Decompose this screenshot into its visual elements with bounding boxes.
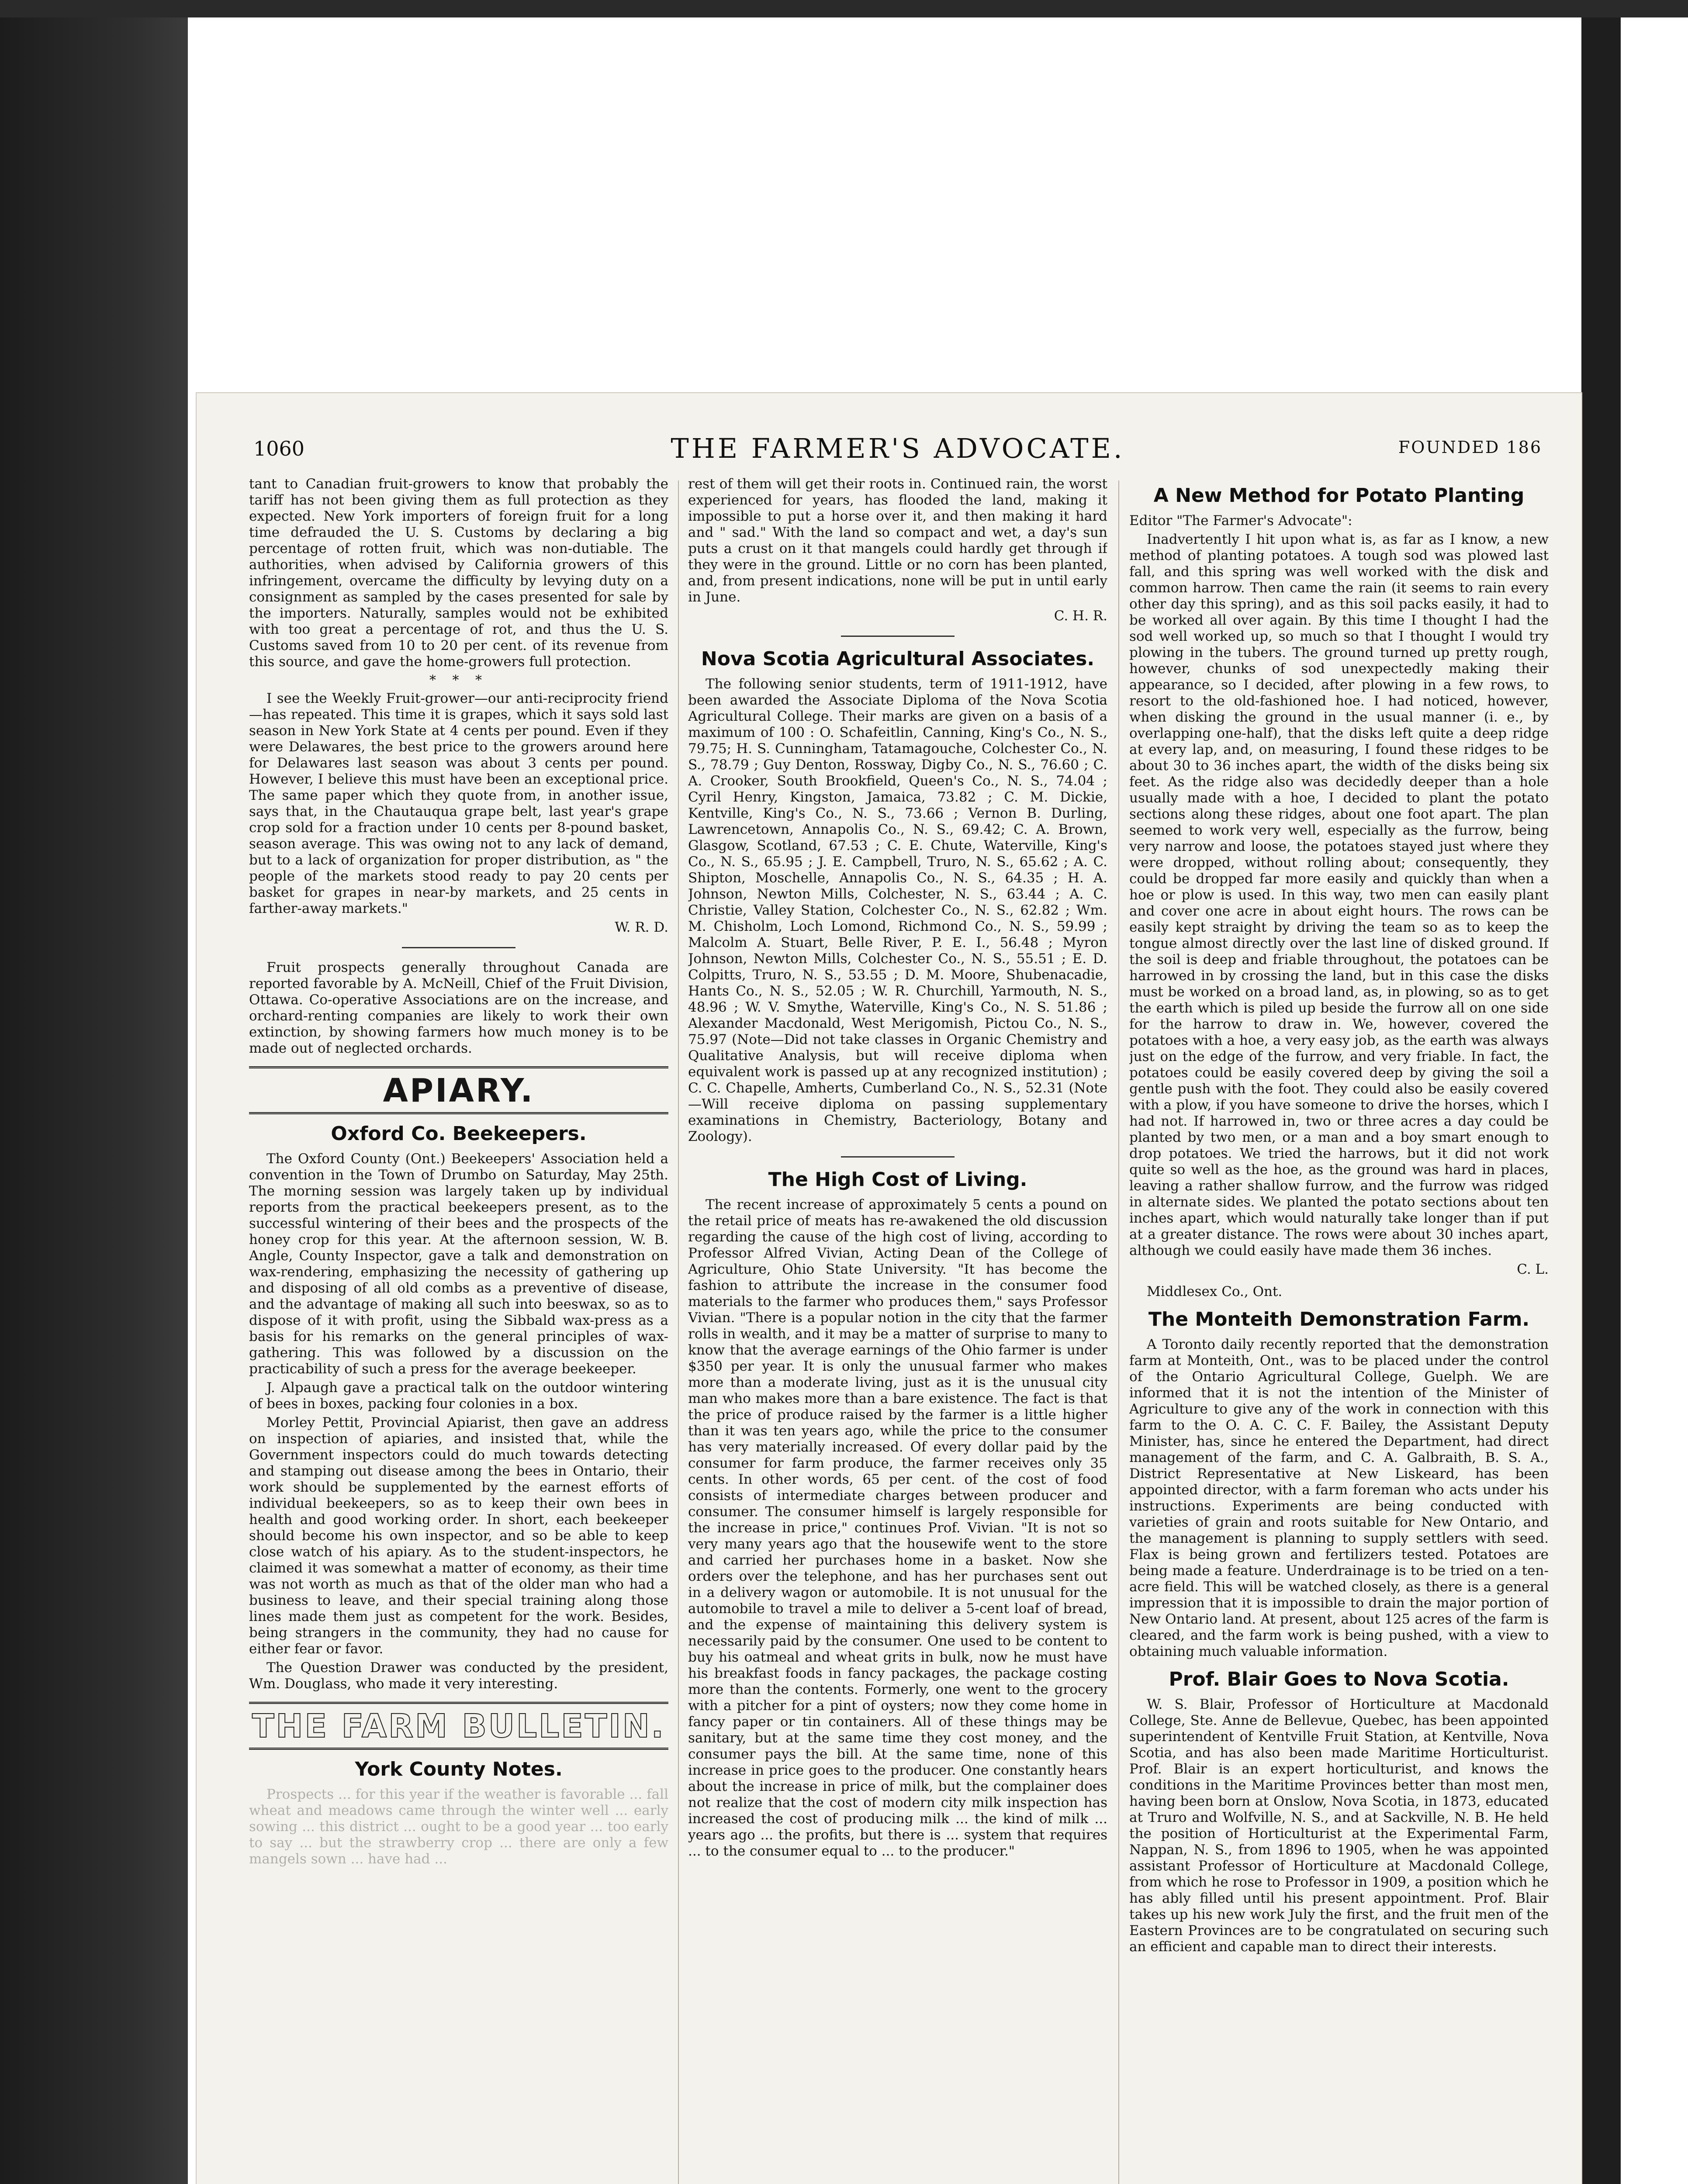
- section-title: THE FARM BULLETIN.: [252, 1707, 665, 1745]
- scan-border-top: [0, 0, 1688, 17]
- article-paragraph: A Toronto daily recently reported that the demonstration farm at Monteith, Ont., was to be placed under the control of the Ontario Agricultural College, Guelph. We are informed that it is not the intention of the Minister of Agriculture to give any of the work in connection with this farm to the O. A. C. C. F. Bailey, the Assistant Deputy Minister, has, since he entered the Department, had direct management of the farm, and C. A. Galbraith, B. S. A., District Representative at New Liskeard, has been appointed director, with a farm foreman who acts under his instructions. Experiments are being conducted with varieties of grain and roots suitable for New Ontario, and the management is planning to supply settlers with seed. Flax is being grown and fertilizers tested. Potatoes are being made a feature. Underdrainage is to be tried on a ten-acre field. This will be watched closely, as there is a general impression that it is impossible to drain the major portion of New Ontario land. At present, about 125 acres of the farm is cleared, and the farm work is being pushed, with a view to obtaining much valuable information.: [1129, 1337, 1549, 1659]
- column-right: [1129, 476, 1549, 2184]
- article-headline: The High Cost of Living.: [768, 1168, 1027, 1191]
- section-banner-farm-bulletin: [249, 1702, 668, 1750]
- article-headline: A New Method for Potato Planting: [1153, 484, 1525, 507]
- section-separator: * * *: [429, 673, 488, 688]
- article-paragraph: The recent increase of approximately 5 cents a pound on the retail price of meats has re-awakened the old discussion regarding the cause of the high cost of living, according to Professor Alfred Vivian, Acting Dean of the College of Agriculture, Ohio State University. "It has become the fashion to attribute the increase in the consumer food materials to the farmer who produces them," says Professor Vivian. "There is a popular notion in the city that the farmer rolls in wealth, and it may be a matter of surprise to many to know that the average earnings of the Ohio farmer is under $350 per year. It is only the unusual farmer who makes more than a moderate living, just as it is the unusual city man who makes more than a bare existence. The fact is that the price of produce raised by the farmer is a little higher than it was ten years ago, while the price to the consumer has very materially increased. Of every dollar paid by the consumer for farm produce, the farmer receives only 35 cents. In other words, 65 per cent. of the cost of food consists of intermediate charges between producer and consumer. The consumer himself is largely responsible for the increase in price," continues Prof. Vivian. "It is not so very many years ago that the housewife went to the store and carried her purchases home in a basket. Now she orders over the telephone, and has her purchases sent out in a delivery wagon or automobile. It is not unusual for the automobile to travel a mile to deliver a 5-cent loaf of bread, and the expense of maintaining this delivery system is necessarily paid by the consumer. One used to be content to buy his oatmeal and wheat grits in bulk, now he must have his breakfast foods in fancy packages, the package costing more than the contents. Formerly, one went to the grocery with a pitcher for a pint of oysters; now they come home in fancy paper or tin containers. All of these things may be sanitary, but at the same time they cost money, and the consumer pays the bill. At the same time, none of this increase in price goes to the producer. One constantly hears about the increase in price of milk, but the complainer does not realize that the cost of modern city milk inspection has increased the cost of producing milk ... the kind of milk ... years ago ... the profits, but there is ... system that requires ... to the consumer equal to ... to the producer.": [688, 1197, 1107, 1859]
- article-headline: Prof. Blair Goes to Nova Scotia.: [1169, 1668, 1509, 1690]
- column-divider: [678, 480, 679, 2184]
- article-paragraph: J. Alpaugh gave a practical talk on the outdoor wintering of bees in boxes, packing four colonies in a box.: [249, 1380, 668, 1412]
- editor-salutation: Editor "The Farmer's Advocate":: [1129, 513, 1352, 529]
- column-middle: [688, 476, 1107, 2184]
- article-paragraph-faded: Prospects ... for this year if the weather is favorable ... fall wheat and meadows came through the winter well ... early sowing ... this district ... ought to be a good year ... too early to say ... but the strawberry crop ... there are only a few mangels sown ... have had ...: [249, 1787, 668, 1867]
- article-paragraph: tant to Canadian fruit-growers to know that probably the tariff has not been giving them as full protection as they expected. New York importers of foreign fruit for a long time defrauded the U. S. Customs by declaring a big percentage of rotten fruit, which was non-dutiable. The authorities, when advised by California growers of this infringement, overcame the difficulty by levying duty on a consignment as sampled by the cases presented for sale by the importers. Naturally, samples would not be exhibited with too great a percentage of rot, and thus the U. S. Customs saved from 10 to 20 per cent. of its revenue from this source, and gave the home-growers full protection.: [249, 476, 668, 670]
- section-banner-apiary: [249, 1066, 668, 1114]
- article-headline: Oxford Co. Beekeepers.: [331, 1123, 587, 1145]
- article-paragraph: The Oxford County (Ont.) Beekeepers' Association held a convention in the Town of Drumbo on Saturday, May 25th. The morning session was largely taken up by individual reports from the practical beekeepers present, as to the successful wintering of their bees and the prospects of the honey crop for this year. At the afternoon session, W. B. Angle, County Inspector, gave a talk and demonstration on wax-rendering, emphasizing the necessity of gathering up and disposing of all old combs as a preventive of disease, and the advantage of making all such into beeswax, so as to dispose of it with profit, using the Sibbald wax-press as a basis for his remarks on the general principles of wax-gathering. This was followed by a discussion on the practicability of such a press for the average beekeeper.: [249, 1151, 668, 1377]
- author-initials: W. R. D.: [615, 919, 668, 935]
- article-paragraph: I see the Weekly Fruit-grower—our anti-reciprocity friend—has repeated. This time it is grapes, which it says sold last season in New York State at 4 cents per pound. Even if they were Delawares, the best price to the growers around here for Delawares last season was about 3 cents per pound. However, I believe this must have been an exceptional price. The same paper which they quote from, in another issue, says that, in the Chautauqua grape belt, last year's grape crop sold for a fraction under 10 cents per 8-pound basket, season average. This was owing not to any lack of demand, but to a lack of organization for proper distribution, as " the people of the markets stood ready to pay 20 cents per basket for grapes in near-by markets, and 25 cents in farther-away markets.": [249, 691, 668, 916]
- page-number: 1060: [253, 437, 305, 460]
- article-paragraph: rest of them will get their roots in. Continued rain, the worst experienced for years, has flooded the land, making it impossible to put a horse over it, and then making it hard and " sad." With the land so compact and wet, a day's sun puts a crust on it that mangels could hardly get through if they were in the ground. Little or no corn has been planted, and, from present indications, none will be put in until early in June.: [688, 476, 1107, 605]
- page-header: [253, 428, 1542, 467]
- article-headline: The Monteith Demonstration Farm.: [1148, 1308, 1530, 1330]
- author-initials: C. L.: [1517, 1261, 1549, 1277]
- divider: [841, 1156, 955, 1158]
- article-paragraph: W. S. Blair, Professor of Horticulture at Macdonald College, Ste. Anne de Bellevue, Quebec, has been appointed superintendent of Kentville Fruit Station, at Kentville, Nova Scotia, and has also been made Maritime Horticulturist. Prof. Blair is an expert horticulturist, and knows the conditions in the Maritime Provinces better than most men, having been born at Onslow, Nova Scotia, in 1873, educated at Truro and Wolfville, N. S., and at Sackville, N. B. He held the position of Horticulturist at the Experimental Farm, Nappan, N. S., from 1896 to 1905, when he was appointed assistant Professor of Horticulture at Macdonald College, from which he rose to Professor in 1909, a position which he has ably filled until his present appointment. Prof. Blair takes up his new work July the first, and the fruit men of the Eastern Provinces are to be congratulated on securing such an efficient and capable man to direct their interests.: [1129, 1697, 1549, 1955]
- article-paragraph: Morley Pettit, Provincial Apiarist, then gave an address on inspection of apiaries, and insisted that, while the Government inspectors could do much towards detecting and stamping out disease among the bees in Ontario, their work should be supplemented by the earnest efforts of individual beekeepers, so as to keep their own bees in health and good working order. In short, each beekeeper should become his own inspector, and so be able to keep close watch of his apiary. As to the student-inspectors, he claimed it was somewhat a matter of economy, as their time was not worth as much as that of the older man who had a business to leave, and their special training along those lines made them just as competent for the work. Besides, being strangers in the community, they had no cause for either fear or favor.: [249, 1415, 668, 1657]
- article-headline: York County Notes.: [355, 1758, 563, 1780]
- article-paragraph: Inadvertently I hit upon what is, as far as I know, a new method of planting potatoes. A tough sod was plowed last fall, and this spring was well worked with the disk and common harrow. Then came the rain (it seems to rain every other day this spring), and as this soil packs easily, it had to be worked all over again. By this time I thought I had the sod well worked up, so much so that I thought I would try plowing in the tubers. The ground turned up pretty rough, however, chunks of sod unexpectedly making their appearance, so I decided, after plowing in a few rows, to resort to the old-fashioned hoe. I had noticed, however, when disking the ground in the usual manner (i. e., by overlapping one-half), that the disks left quite a deep ridge at every lap, and, on measuring, I found these ridges to be about 30 to 36 inches apart, the width of the disks being six feet. As the ridge also was decidedly deeper than a hole usually made with a hoe, I decided to plant the potato sections along these ridges, about one foot apart. The plan seemed to work very well, especially as the furrow, being very narrow and loose, the potatoes stayed just where they were dropped, without rolling about; consequently, they could be dropped far more easily and quickly than when a hoe or plow is used. In this way, two men can easily plant and cover one acre in about eight hours. The rows can be easily kept straight by driving the team so as to keep the tongue almost directly over the last line of disked ground. If the soil is deep and friable throughout, the potatoes can be harrowed in by crossing the land, but in this case the disks must be worked on a broad land, as, in plowing, so as to get the earth which is piled up beside the furrow all on one side for the harrow to draw in. We, however, covered the potatoes with a hoe, a very easy job, as the earth was always just on the edge of the furrow, and very friable. In fact, the potatoes could be easily covered deep by giving the soil a gentle push with the foot. They could also be easily covered with a plow, if you have someone to drive the horses, which I had not. If harrowed in, two or three acres a day could be planted by two men, or a man and a boy smart enough to drop potatoes. We tried the harrows, but it did not work quite so well as the hoe, as the ground was hard in places, leaving a rather shallow furrow, and the furrow was ridged in alternate sides. We planted the potato sections about ten inches apart, which would naturally take longer than if put at a greater distance. The rows were about 30 inches apart, although we could easily have made them 36 inches.: [1129, 532, 1549, 1258]
- section-title: APIARY.: [383, 1072, 535, 1109]
- divider: [841, 636, 955, 637]
- newspaper-page: [197, 393, 1581, 2184]
- author-initials: C. H. R.: [1054, 608, 1107, 624]
- article-paragraph: Fruit prospects generally throughout Canada are reported favorable by A. McNeill, Chief of the Fruit Division, Ottawa. Co-operative Associations are on the increase, and orchard-renting companies are likely to work their own extinction, by showing farmers how much money is to be made out of neglected orchards.: [249, 960, 668, 1056]
- article-paragraph: The Question Drawer was conducted by the president, Wm. Douglass, who made it very interesting.: [249, 1660, 668, 1692]
- divider: [402, 947, 515, 948]
- column-divider: [1118, 480, 1119, 2184]
- scan-gutter: [1581, 17, 1621, 2184]
- masthead: THE FARMER'S ADVOCATE.: [671, 432, 1125, 464]
- scan-border-left: [0, 17, 188, 2184]
- founded-label: FOUNDED 186: [1398, 438, 1542, 457]
- article-headline: Nova Scotia Agricultural Associates.: [701, 648, 1095, 670]
- article-paragraph: The following senior students, term of 1911-1912, have been awarded the Associate Diploma of the Nova Scotia Agricultural College. Their marks are given on a basis of a maximum of 100 : O. Schafeitlin, Canning, King's Co., N. S., 79.75; H. S. Cunningham, Tatamagouche, Colchester Co., N. S., 78.79 ; Guy Denton, Rossway, Digby Co., N. S., 76.60 ; C. A. Crooker, South Brookfield, Queen's Co., N. S., 74.04 ; Cyril Henry, Kingston, Jamaica, 73.82 ; C. M. Dickie, Kentville, King's Co., N. S., 73.66 ; Vernon B. Durling, Lawrencetown, Annapolis Co., N. S., 69.42; C. A. Brown, Glasgow, Scotland, 67.53 ; C. E. Chute, Waterville, King's Co., N. S., 65.95 ; J. E. Campbell, Truro, N. S., 65.62 ; A. C. Shipton, Moschelle, Annapolis Co., N. S., 64.35 ; H. A. Johnson, Newton Mills, Colchester, N. S., 63.44 ; A. C. Christie, Valley Station, Colchester Co., N. S., 62.82 ; Wm. M. Chisholm, Loch Lomond, Richmond Co., N. S., 59.99 ; Malcolm A. Stuart, Belle River, P. E. I., 56.48 ; Myron Johnson, Newton Mills, Colchester Co., N. S., 55.51 ; E. D. Colpitts, Truro, N. S., 53.55 ; D. M. Moore, Shubenacadie, Hants Co., N. S., 52.05 ; W. R. Churchill, Yarmouth, N. S., 48.96 ; W. V. Smythe, Waterville, King's Co., N. S. 51.86 ; Alexander Macdonald, West Merigomish, Pictou Co., N. S., 75.97 (Note—Did not take classes in Organic Chemistry and Qualitative Analysis, but will receive diploma when equivalent work is passed up at any recognized institution) ; C. C. Chapelle, Amherts, Cumberland Co., N. S., 52.31 (Note—Will receive diploma on passing supplementary examinations in Chemistry, Bacteriology, Botany and Zoology).: [688, 676, 1107, 1144]
- author-location: Middlesex Co., Ont.: [1147, 1284, 1283, 1299]
- column-left: [249, 476, 668, 2184]
